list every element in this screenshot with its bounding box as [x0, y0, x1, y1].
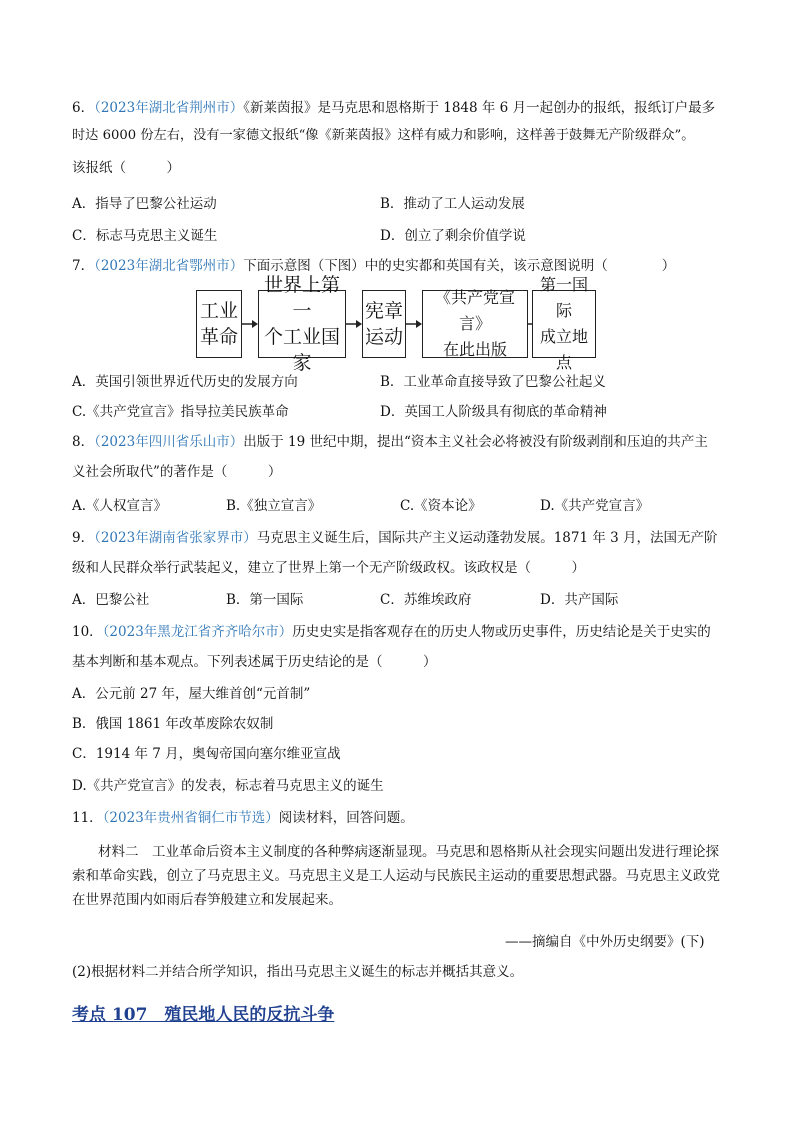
flow-box-5: 第一国际 成立地点 [532, 290, 596, 358]
q6-option-d: D．创立了剩余价值学说 [380, 228, 526, 244]
section-heading: 考点 107 殖民地人民的反抗斗争 [72, 1005, 335, 1025]
q9-option-b: B．第一国际 [226, 592, 304, 608]
q10-line-1: 10．（2023年黑龙江省齐齐哈尔市）历史史实是指客观存在的历史人物或历史事件，历史结论是关于史实的 [72, 624, 711, 640]
q9-option-c: C．苏维埃政府 [380, 592, 472, 608]
q11-material: 材料二 工业革命后资本主义制度的各种弊病逐渐显现。马克思和恩格斯从社会现实问题出发进行理论探索和革命实践，创立了马克思主义。马克思主义是工人运动与民族民主运动的重要思想武器。马克思主义政党在世界范围内如雨后春笋般建立和发展起来。 [72, 844, 720, 908]
q7-flow-diagram [196, 274, 596, 374]
q11-citation: ——摘编自《中外历史纲要》(下) [505, 934, 705, 950]
q8-option-c: C.《资本论》 [400, 498, 482, 514]
q6-line-3: 该报纸（ ） [72, 160, 180, 176]
q8-source: （2023年四川省乐山市） [94, 434, 244, 450]
q6-option-b: B．推动了工人运动发展 [380, 196, 525, 212]
q8-option-a: A.《人权宣言》 [72, 498, 168, 514]
flow-box-2: 世界上第一 个工业国家 [258, 290, 346, 358]
q7-line-1: 7．（2023年湖北省鄂州市）下面示意图（下图）中的史实都和英国有关，该示意图说明（ ） [72, 258, 676, 274]
q10-line-2: 基本判断和基本观点。下列表述属于历史结论的是（ ） [72, 654, 437, 670]
q7-option-d: D．英国工人阶级具有彻底的革命精神 [380, 404, 607, 420]
q6-line-1: 6．（2023年湖北省荆州市）《新莱茵报》是马克思和恩格斯于 1848 年 6 月一起创办的报纸，报纸订户最多 [72, 100, 716, 116]
q9-source: （2023年湖南省张家界市） [94, 530, 257, 546]
q10-option-d: D.《共产党宣言》的发表，标志着马克思主义的诞生 [72, 778, 384, 794]
flow-box-4: 《共产党宣言》 在此出版 [422, 290, 528, 358]
q8-option-b: B.《独立宣言》 [226, 498, 322, 514]
q9-option-d: D．共产国际 [540, 592, 619, 608]
q7-option-b: B．工业革命直接导致了巴黎公社起义 [380, 374, 606, 390]
q8-option-d: D.《共产党宣言》 [540, 498, 650, 514]
arrow-right-icon [406, 290, 422, 358]
q11-line-1: 11．（2023年贵州省铜仁市节选）阅读材料，回答问题。 [72, 810, 414, 826]
q7-option-c: C.《共产党宣言》指导拉美民族革命 [72, 404, 289, 420]
q10-option-a: A．公元前 27 年，屋大维首创“元首制” [72, 686, 311, 702]
q10-option-b: B．俄国 1861 年改革废除农奴制 [72, 716, 274, 732]
q11-question: (2)根据材料二并结合所学知识，指出马克思主义诞生的标志并概括其意义。 [72, 964, 524, 980]
q6-option-c: C．标志马克思主义诞生 [72, 228, 218, 244]
arrow-right-icon [346, 290, 362, 358]
q7-source: （2023年湖北省鄂州市） [94, 258, 244, 274]
q9-line-2: 级和人民群众举行武装起义，建立了世界上第一个无产阶级政权。该政权是（ ） [72, 560, 585, 576]
q11-source: （2023年贵州省铜仁市节选） [102, 810, 279, 826]
arrow-right-icon [242, 290, 258, 358]
q10-option-c: C．1914 年 7 月，奥匈帝国向塞尔维亚宣战 [72, 746, 341, 762]
q8-line-2: 义社会所取代”的著作是（ ） [72, 464, 282, 480]
q6-source: （2023年湖北省荆州市） [94, 100, 244, 116]
q10-source: （2023年黑龙江省齐齐哈尔市） [102, 624, 293, 640]
q9-line-1: 9．（2023年湖南省张家界市）马克思主义诞生后，国际共产主义运动蓬勃发展。1871 年 3 月，法国无产阶 [72, 530, 718, 546]
q6-option-a: A．指导了巴黎公社运动 [72, 196, 217, 212]
q6-line-2: 时达 6000 份左右，没有一家德文报纸“像《新莱茵报》这样有威力和影响，这样善于鼓舞无产阶级群众”。 [72, 128, 695, 143]
q7-option-a: A．英国引领世界近代历史的发展方向 [72, 374, 298, 390]
q8-line-1: 8．（2023年四川省乐山市）出版于 19 世纪中期，提出“资本主义社会必将被没有阶级剥削和压迫的共产主 [72, 434, 708, 450]
flow-box-1: 工业 革命 [196, 290, 242, 358]
flow-box-3: 宪章 运动 [362, 290, 406, 358]
q9-option-a: A．巴黎公社 [72, 592, 150, 608]
